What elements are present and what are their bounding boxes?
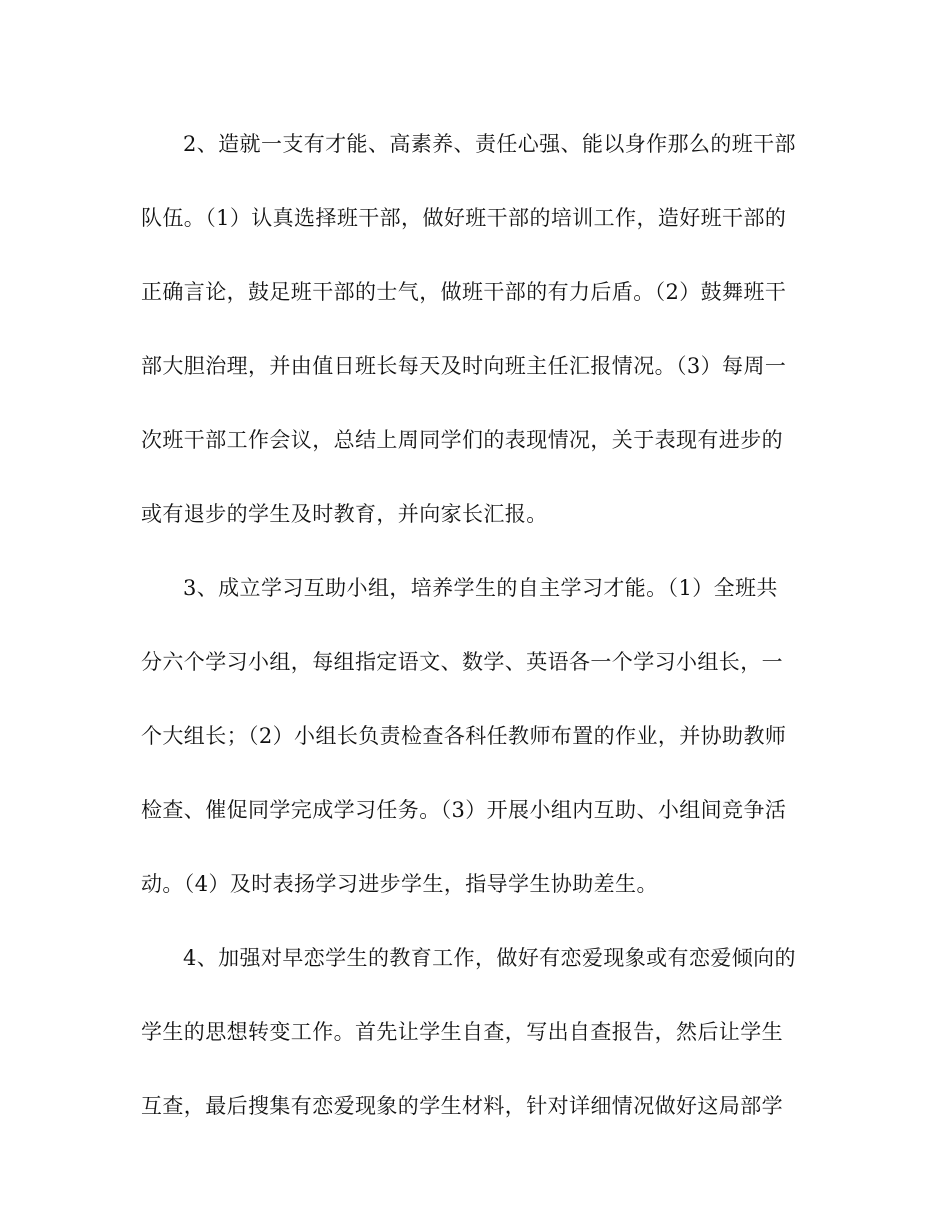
paragraph-2-line-3: 个大组长；（2）小组长负责检查各科任教师布置的作业，并协助教师 — [141, 724, 787, 748]
paragraph-3-line-1: 4、加强对早恋学生的教育工作，做好有恋爱现象或有恋爱倾向的 — [183, 946, 796, 970]
paragraph-3-line-2: 学生的思想转变工作。首先让学生自查，写出自查报告，然后让学生 — [141, 1020, 783, 1044]
paragraph-2-line-4: 检查、催促同学完成学习任务。（3）开展小组内互助、小组间竞争活 — [141, 798, 787, 822]
paragraph-3-line-3: 互查，最后搜集有恋爱现象的学生材料，针对详细情况做好这局部学 — [141, 1094, 783, 1118]
paragraph-2-line-1: 3、成立学习互助小组，培养学生的自主学习才能。（1）全班共 — [183, 576, 778, 600]
paragraph-1-line-2: 队伍。（1）认真选择班干部，做好班干部的培训工作，造好班干部的 — [141, 206, 787, 230]
paragraph-2-line-5: 动。（4）及时表扬学习进步学生，指导学生协助差生。 — [141, 872, 658, 896]
paragraph-1-line-5: 次班干部工作会议，总结上周同学们的表现情况，关于表现有进步的 — [141, 428, 783, 452]
paragraph-1-line-1: 2、造就一支有才能、高素养、责任心强、能以身作那么的班干部 — [183, 132, 796, 156]
paragraph-1-line-3: 正确言论，鼓足班干部的士气，做班干部的有力后盾。（2）鼓舞班干 — [141, 280, 787, 304]
paragraph-1-line-6: 或有退步的学生及时教育，并向家长汇报。 — [141, 502, 548, 526]
paragraph-2-line-2: 分六个学习小组，每组指定语文、数学、英语各一个学习小组长，一 — [141, 650, 783, 674]
paragraph-1-line-4: 部大胆治理，并由值日班长每天及时向班主任汇报情况。（3）每周一 — [141, 354, 787, 378]
